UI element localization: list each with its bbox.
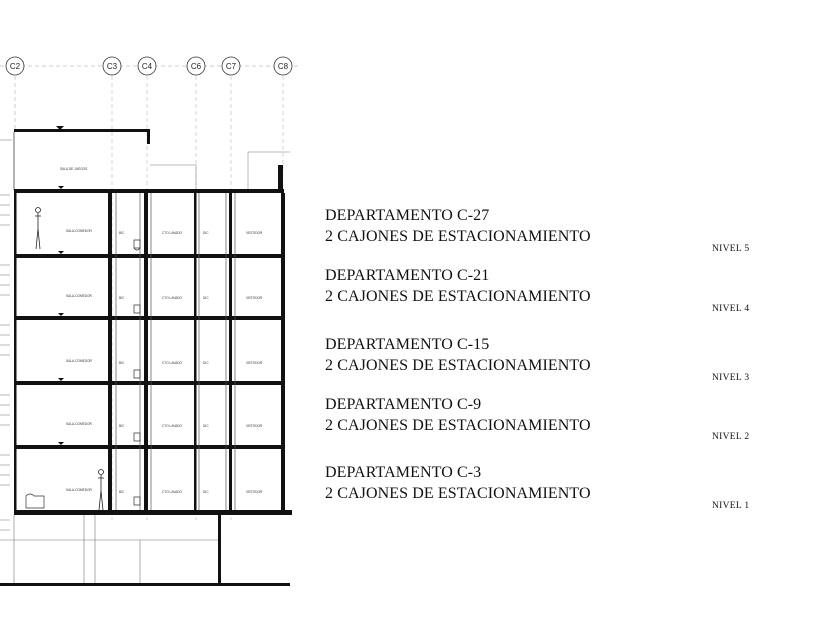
level-label-4: NIVEL 4 bbox=[712, 304, 750, 314]
walls bbox=[14, 193, 285, 510]
svg-text:DIC: DIC bbox=[203, 490, 209, 494]
svg-text:CTO LAVADO: CTO LAVADO bbox=[162, 296, 183, 300]
unit-parking: 2 CAJONES DE ESTACIONAMIENTO bbox=[325, 228, 591, 245]
svg-text:SALA-COMEDOR: SALA-COMEDOR bbox=[66, 229, 92, 233]
svg-text:CTO LAVADO: CTO LAVADO bbox=[162, 361, 183, 365]
svg-text:C4: C4 bbox=[141, 62, 153, 71]
svg-text:C7: C7 bbox=[225, 62, 237, 71]
level-markers bbox=[58, 186, 64, 445]
svg-text:VESTIDOR: VESTIDOR bbox=[246, 424, 263, 428]
svg-text:BIC: BIC bbox=[119, 231, 125, 235]
level-label-5: NIVEL 5 bbox=[712, 244, 750, 254]
roof-room-label: SALA DE JUEGOS bbox=[60, 167, 88, 171]
svg-text:VESTIDOR: VESTIDOR bbox=[246, 296, 263, 300]
unit-title: DEPARTAMENTO C-21 bbox=[325, 267, 490, 284]
unit-parking: 2 CAJONES DE ESTACIONAMIENTO bbox=[325, 288, 591, 305]
svg-text:DIC: DIC bbox=[203, 361, 209, 365]
axis-bubble-c4 bbox=[138, 57, 156, 75]
left-stair-ticks bbox=[0, 140, 12, 530]
unit-title: DEPARTAMENTO C-27 bbox=[325, 207, 490, 224]
toilet-icons bbox=[134, 240, 140, 505]
grid-axes bbox=[0, 57, 300, 520]
svg-text:C2: C2 bbox=[9, 62, 21, 71]
svg-text:BIC: BIC bbox=[119, 361, 125, 365]
floor-5-room-labels bbox=[66, 229, 263, 235]
axis-bubble-c8 bbox=[274, 57, 292, 75]
axis-bubble-c6 bbox=[187, 57, 205, 75]
svg-text:VESTIDOR: VESTIDOR bbox=[246, 231, 263, 235]
floor-3-room-labels bbox=[66, 359, 263, 365]
svg-text:CTO LAVADO: CTO LAVADO bbox=[162, 424, 183, 428]
svg-text:DIC: DIC bbox=[203, 424, 209, 428]
building-section-drawing bbox=[0, 0, 300, 630]
svg-text:C8: C8 bbox=[277, 62, 289, 71]
unit-label-c9 bbox=[325, 394, 591, 436]
axis-bubble-c3 bbox=[103, 57, 121, 75]
unit-label-c27 bbox=[325, 205, 591, 247]
unit-title: DEPARTAMENTO C-15 bbox=[325, 336, 490, 353]
unit-parking: 2 CAJONES DE ESTACIONAMIENTO bbox=[325, 417, 591, 434]
svg-text:VESTIDOR: VESTIDOR bbox=[246, 490, 263, 494]
svg-text:VESTIDOR: VESTIDOR bbox=[246, 361, 263, 365]
svg-text:DIC: DIC bbox=[203, 231, 209, 235]
ground-level bbox=[0, 515, 290, 586]
svg-text:SALA-COMEDOR: SALA-COMEDOR bbox=[66, 294, 92, 298]
parapet bbox=[278, 165, 283, 190]
unit-title: DEPARTAMENTO C-9 bbox=[325, 396, 482, 413]
floor-slabs bbox=[14, 189, 292, 515]
svg-text:SALA-COMEDOR: SALA-COMEDOR bbox=[66, 488, 92, 492]
sofa-icon bbox=[26, 494, 44, 508]
unit-title: DEPARTAMENTO C-3 bbox=[325, 464, 482, 481]
svg-text:BIC: BIC bbox=[119, 296, 125, 300]
level-label-3: NIVEL 3 bbox=[712, 373, 750, 383]
roof-room bbox=[14, 126, 290, 190]
svg-text:C6: C6 bbox=[190, 62, 202, 71]
unit-label-c15 bbox=[325, 334, 591, 376]
floor-1-room-labels bbox=[66, 488, 263, 494]
floor-2-room-labels bbox=[66, 422, 263, 428]
level-label-1: NIVEL 1 bbox=[712, 501, 750, 511]
svg-text:CTO LAVADO: CTO LAVADO bbox=[162, 231, 183, 235]
level-label-2: NIVEL 2 bbox=[712, 432, 750, 442]
unit-parking: 2 CAJONES DE ESTACIONAMIENTO bbox=[325, 357, 591, 374]
svg-text:BIC: BIC bbox=[119, 424, 125, 428]
svg-text:DIC: DIC bbox=[203, 296, 209, 300]
unit-label-c3 bbox=[325, 462, 591, 504]
svg-text:C3: C3 bbox=[106, 62, 118, 71]
svg-text:SALA-COMEDOR: SALA-COMEDOR bbox=[66, 422, 92, 426]
axis-bubble-c2 bbox=[6, 57, 24, 75]
unit-label-c21 bbox=[325, 265, 591, 307]
svg-text:SALA-COMEDOR: SALA-COMEDOR bbox=[66, 359, 92, 363]
svg-text:BIC: BIC bbox=[119, 490, 125, 494]
svg-text:CTO LAVADO: CTO LAVADO bbox=[162, 490, 183, 494]
floor-4-room-labels bbox=[66, 294, 263, 300]
axis-bubble-c7 bbox=[222, 57, 240, 75]
unit-parking: 2 CAJONES DE ESTACIONAMIENTO bbox=[325, 485, 591, 502]
